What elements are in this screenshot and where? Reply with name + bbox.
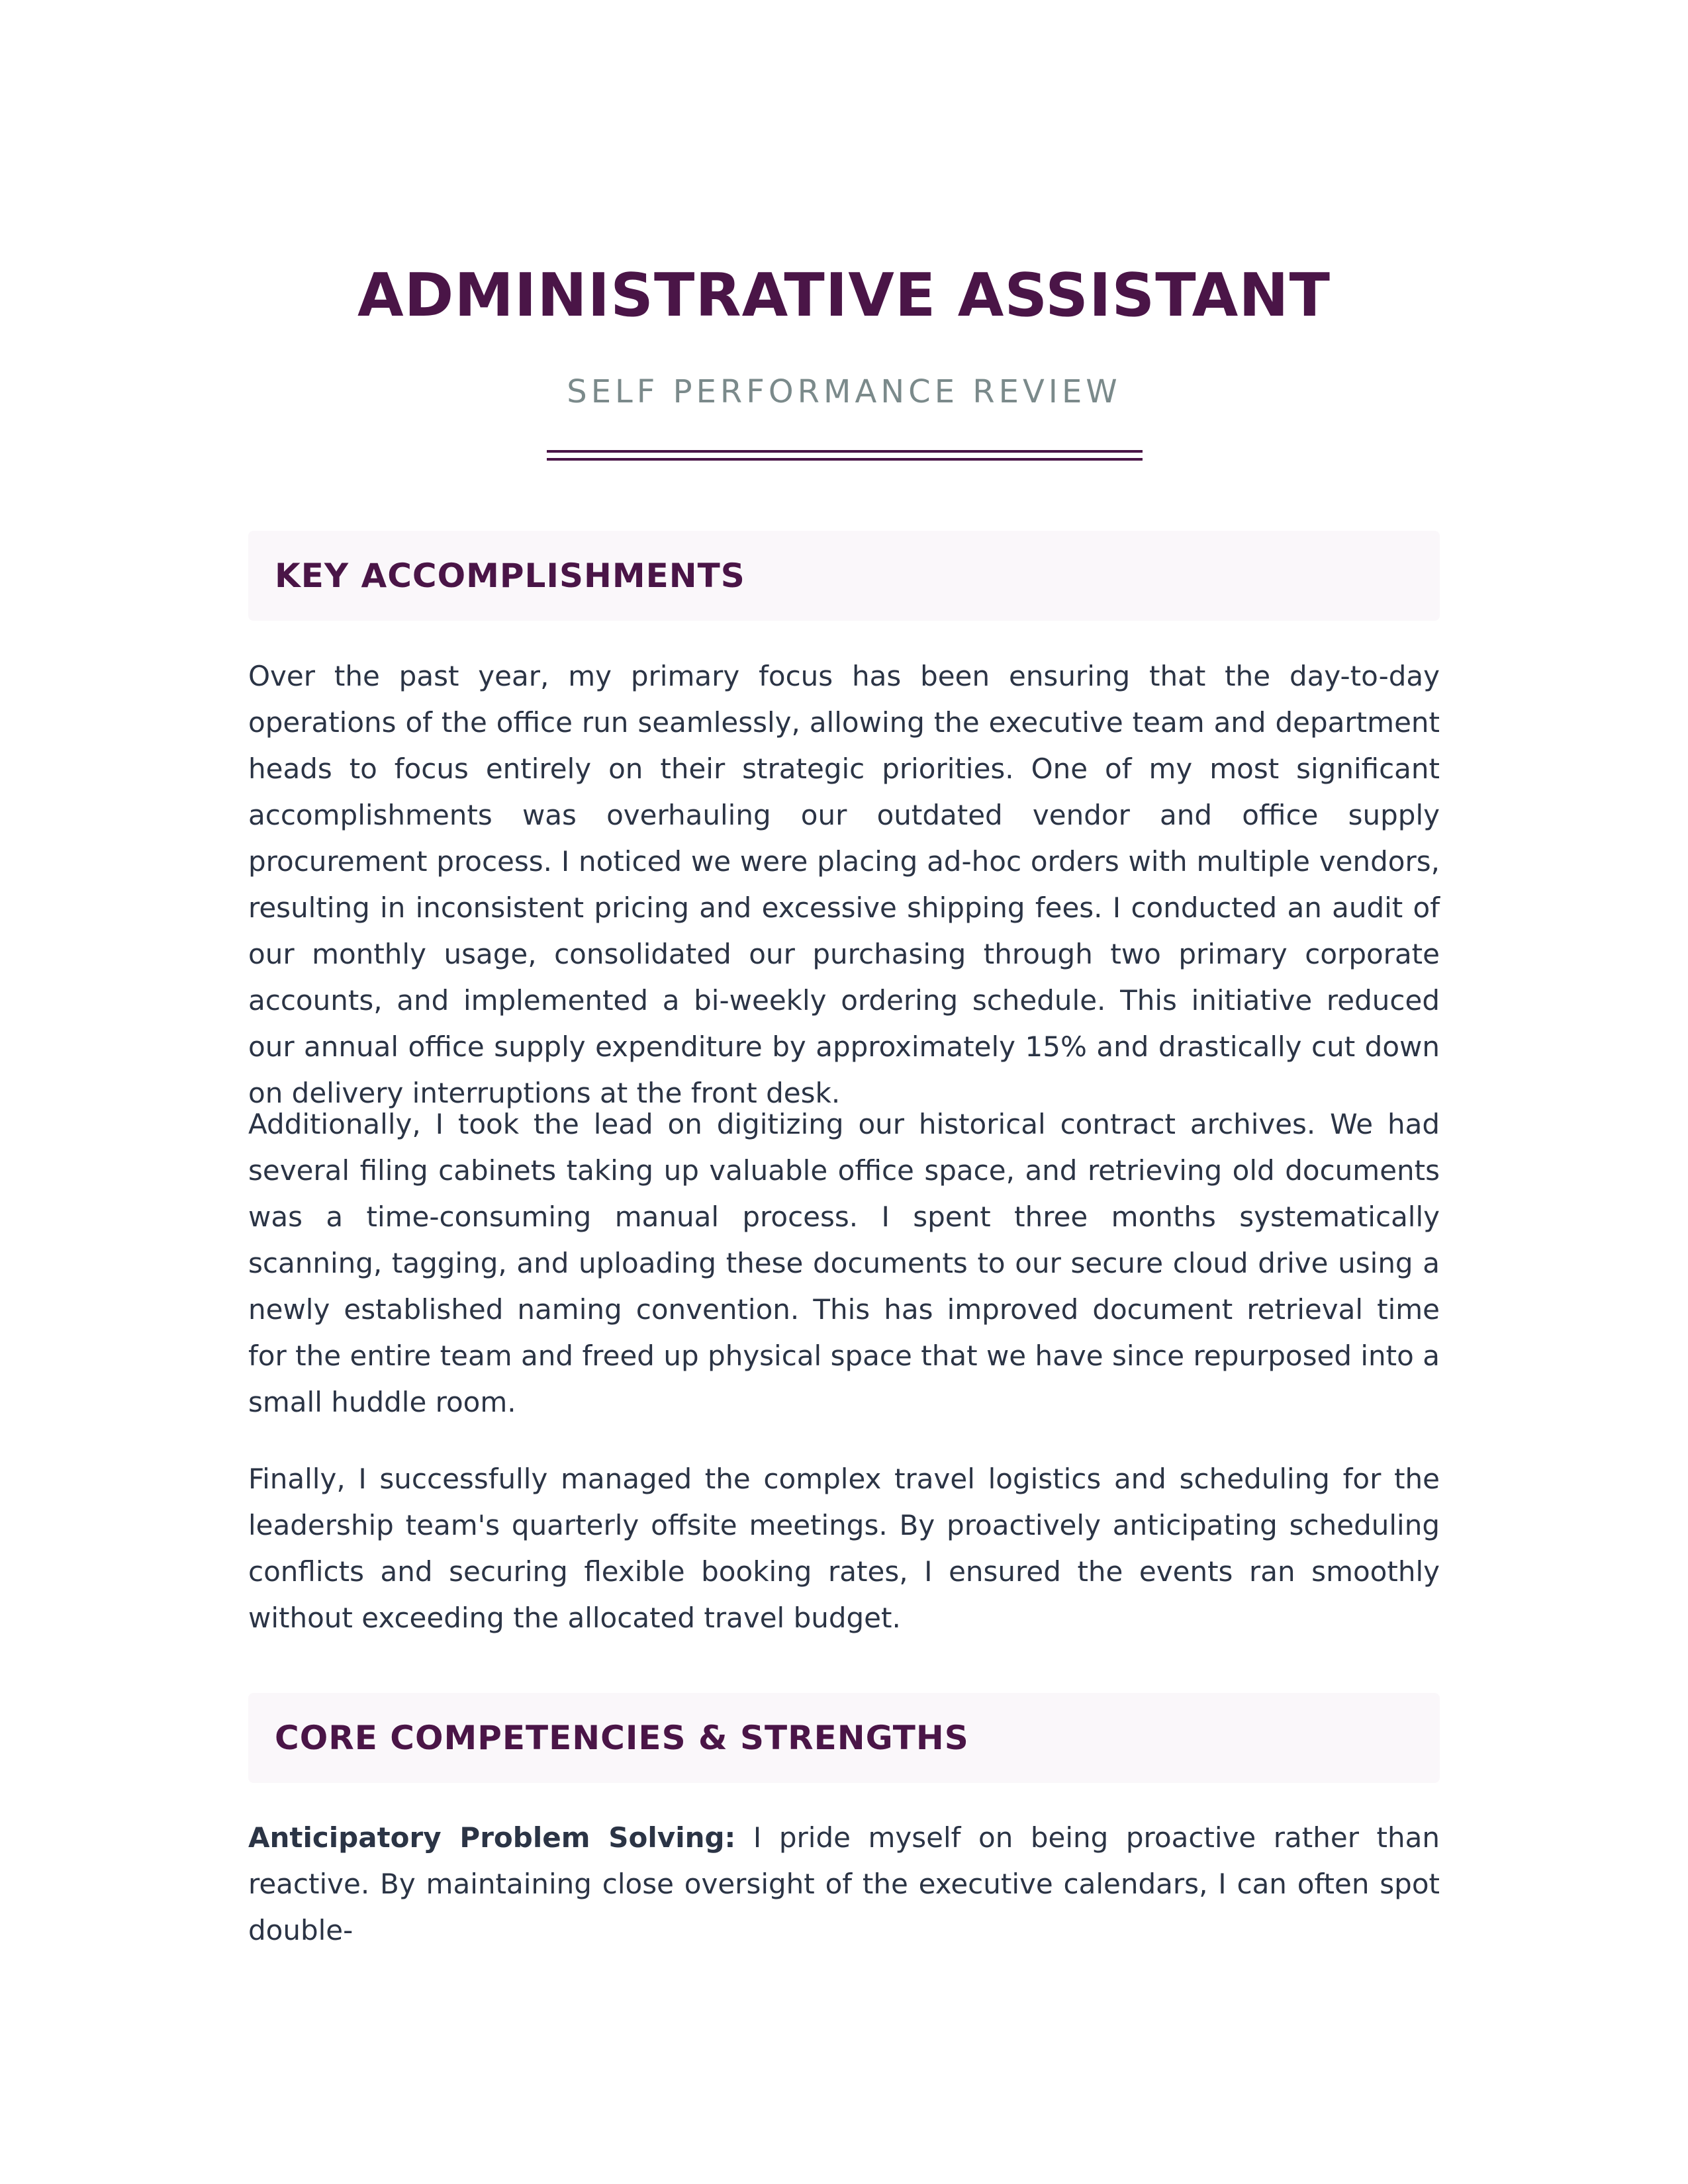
section-heading: KEY ACCOMPLISHMENTS — [275, 557, 745, 595]
document-title: ADMINISTRATIVE ASSISTANT — [357, 261, 1331, 330]
paragraph: Over the past year, my primary focus has been ensuring that the day-to-day operations of the office run seamlessly, allowing the executive team and department heads to focus entirely on their strategic priorities. One of my most significant accomplishments was overhauling our outdated vendor and office supply procurement process. I noticed we were placing ad-hoc orders with multiple vendors, resulting in inconsistent pricing and excessive shipping fees. I conducted an audit of our monthly usage, consolidated our purchasing through two primary corporate accounts, and implemented a bi-weekly ordering schedule. This initiative reduced our annual office supply expenditure by approximately 15% and drastically cut down on delivery interruptions at the front desk. — [248, 660, 1440, 1109]
section-heading: CORE COMPETENCIES & STRENGTHS — [275, 1719, 969, 1757]
paragraph: Finally, I successfully managed the complex travel logistics and scheduling for the leadership team's quarterly offsite meetings. By proactively anticipating scheduling conflicts and securing flexible booking rates, I ensured the events ran smoothly without exceeding the allocated travel budget. — [248, 1463, 1440, 1634]
title-double-rule — [547, 450, 1143, 461]
paragraph: Additionally, I took the lead on digitizing our historical contract archives. We had several filing cabinets taking up valuable office space, and retrieving old documents was a time-consuming manual process. I spent three months systematically scanning, tagging, and uploading these documents to our secure cloud drive using a newly established naming convention. This has improved document retrieval time for the entire team and freed up physical space that we have since repurposed into a small huddle room. — [248, 1108, 1440, 1418]
competency-text: I pride myself on being proactive rather than reactive. By maintaining close oversight of the executive calendars, I can often spot double- — [248, 1821, 1440, 1946]
competency-item — [248, 1815, 1440, 1954]
competency-label: Anticipatory Problem Solving: — [248, 1821, 736, 1854]
section-header-core-competencies — [248, 1693, 1440, 1783]
section-header-key-accomplishments — [248, 531, 1440, 621]
document-subtitle: SELF PERFORMANCE REVIEW — [567, 373, 1121, 410]
